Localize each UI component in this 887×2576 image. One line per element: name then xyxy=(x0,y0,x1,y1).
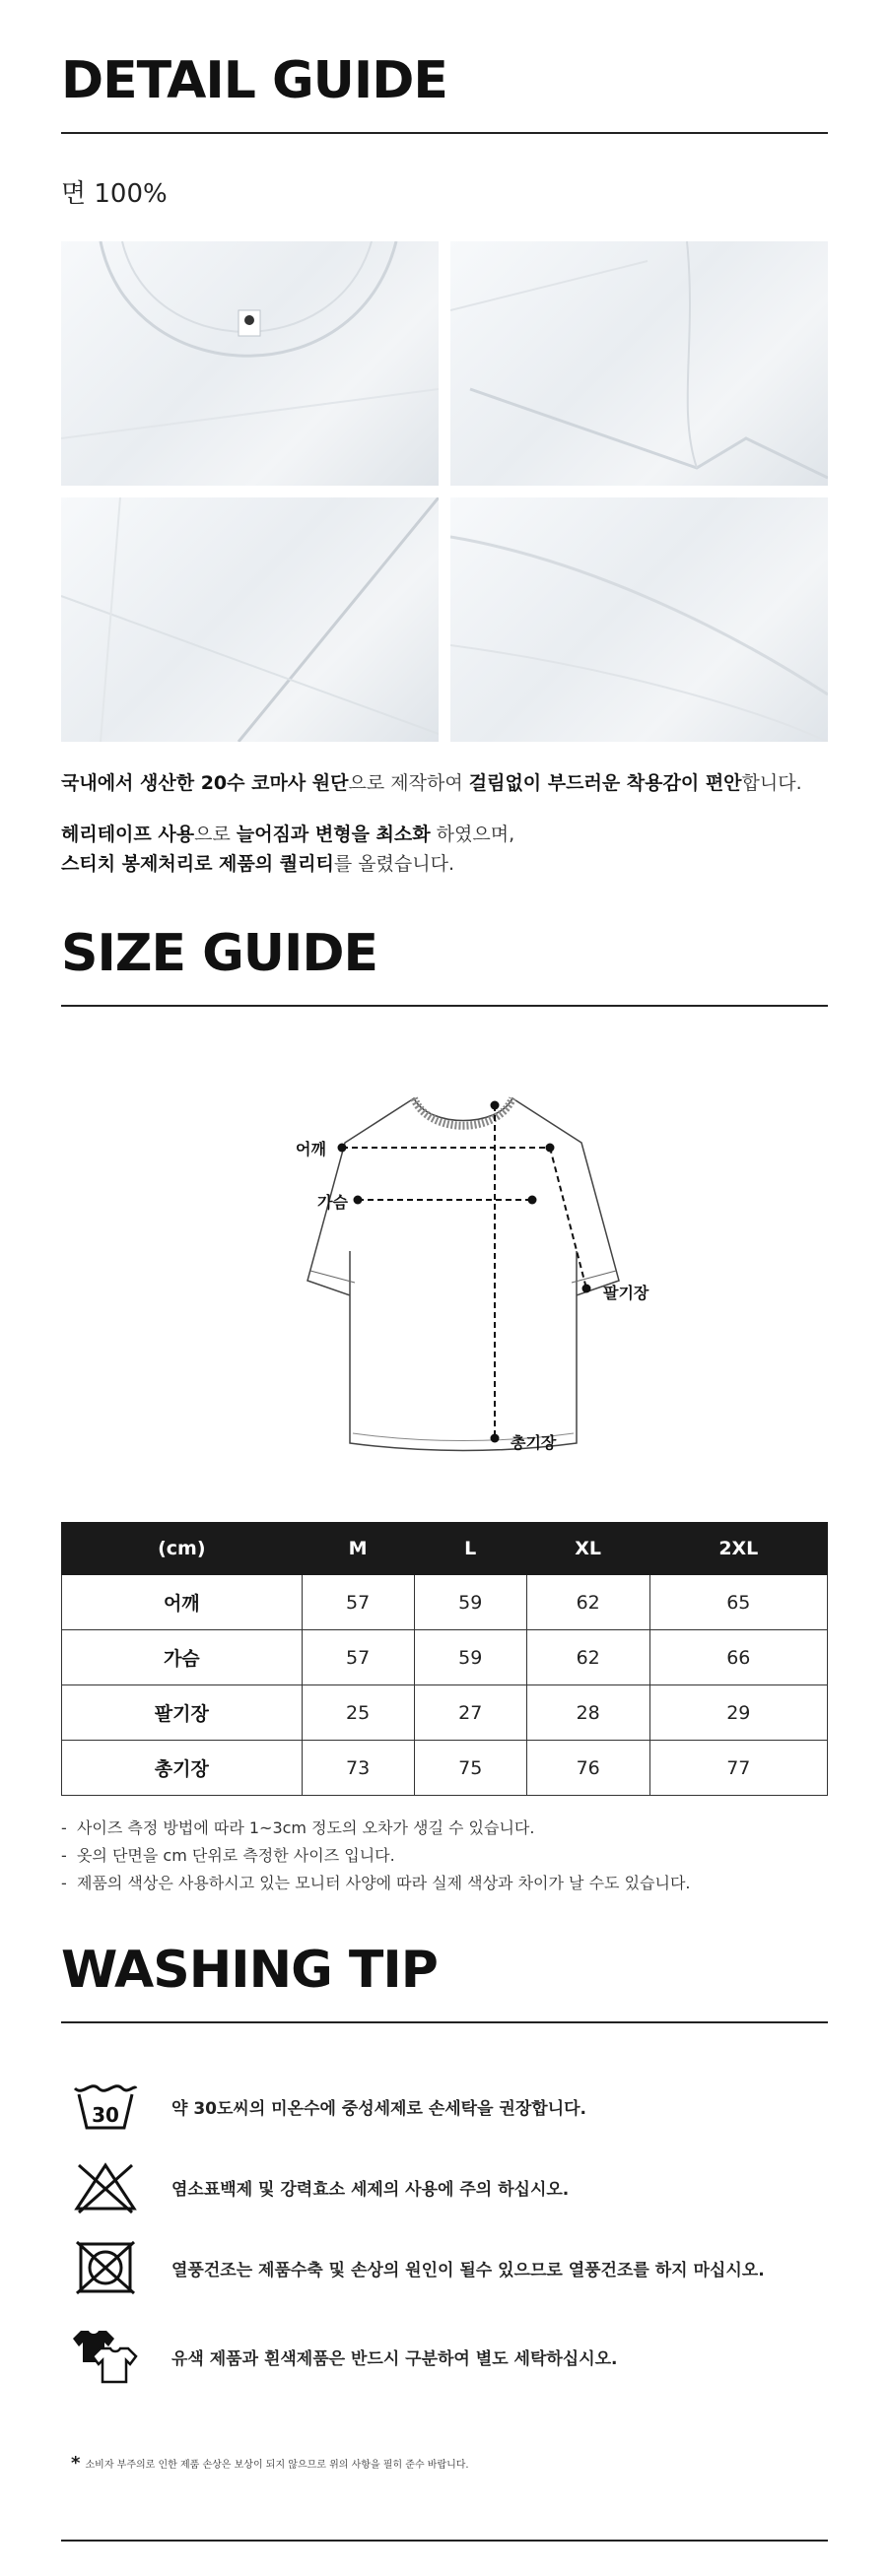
bottom-divider xyxy=(61,2540,828,2542)
no-tumble-dry-icon xyxy=(71,2238,140,2297)
table-cell: 57 xyxy=(302,1630,414,1685)
wash-temp-label: 30 xyxy=(92,2103,119,2127)
table-cell: 27 xyxy=(414,1685,526,1741)
material-label: 면 100% xyxy=(61,179,168,209)
table-row xyxy=(62,1685,828,1741)
table-cell: 62 xyxy=(526,1630,649,1685)
tip-text: 유색 제품과 흰색제품은 반드시 구분하여 별도 세탁하십시오. xyxy=(171,2348,618,2369)
detail-divider xyxy=(61,132,828,134)
no-bleach-icon xyxy=(71,2157,140,2216)
photo-hem xyxy=(61,497,439,742)
table-row xyxy=(62,1630,828,1685)
tip-no-bleach xyxy=(71,2157,569,2216)
desc-line-3: 스티치 봉제처리로 제품의 퀄리티를 올렸습니다. xyxy=(61,853,455,875)
washing-tip-title: WASHING TIP xyxy=(61,1941,438,2000)
tip-text: 열풍건조는 제품수축 및 손상의 원인이 될수 있으므로 열풍건조를 하지 마십시오. xyxy=(171,2260,765,2280)
footnote-text: 소비자 부주의로 인한 제품 손상은 보상이 되지 않으므로 위의 사항을 필히 준수 바랍니다. xyxy=(85,2460,469,2471)
row-label: 가슴 xyxy=(62,1630,303,1685)
size-guide-title: SIZE GUIDE xyxy=(61,924,378,983)
tip-text: 염소표백제 및 강력효소 세제의 사용에 주의 하십시오. xyxy=(171,2179,570,2200)
detail-description xyxy=(61,768,840,879)
table-cell: 57 xyxy=(302,1575,414,1630)
table-cell: 73 xyxy=(302,1741,414,1796)
hand-wash-30-icon xyxy=(71,2077,140,2136)
table-cell: 29 xyxy=(649,1685,827,1741)
header-m: M xyxy=(302,1523,414,1575)
photo-sleeve xyxy=(450,241,828,486)
table-row xyxy=(62,1575,828,1630)
tip-text: 약 30도씨의 미온수에 중성세제로 손세탁을 권장합니다. xyxy=(171,2098,586,2119)
label-sleeve: 팔기장 xyxy=(603,1284,649,1302)
table-cell: 66 xyxy=(649,1630,827,1685)
header-xl: XL xyxy=(526,1523,649,1575)
table-row xyxy=(62,1741,828,1796)
desc-line-2: 헤리테이프 사용으로 늘어짐과 변형을 최소화 하였으며, xyxy=(61,824,515,845)
label-chest: 가슴 xyxy=(317,1193,348,1212)
note-item: - 옷의 단면을 cm 단위로 측정한 사이즈 입니다. xyxy=(61,1846,395,1865)
table-cell: 28 xyxy=(526,1685,649,1741)
footnote xyxy=(71,2453,469,2474)
row-label: 어깨 xyxy=(62,1575,303,1630)
photo-fabric xyxy=(450,497,828,742)
table-cell: 62 xyxy=(526,1575,649,1630)
row-label: 총기장 xyxy=(62,1741,303,1796)
note-item: - 제품의 색상은 사용하시고 있는 모니터 사양에 따라 실제 색상과 차이가 날 수도 있습니다. xyxy=(61,1874,691,1892)
table-cell: 77 xyxy=(649,1741,827,1796)
table-cell: 76 xyxy=(526,1741,649,1796)
label-length: 총기장 xyxy=(511,1433,557,1452)
size-table xyxy=(61,1522,828,1796)
table-cell: 65 xyxy=(649,1575,827,1630)
tip-no-tumble-dry xyxy=(71,2238,765,2297)
header-unit: (cm) xyxy=(62,1523,303,1575)
footnote-mark: * xyxy=(71,2453,81,2474)
row-label: 팔기장 xyxy=(62,1685,303,1741)
size-table-header xyxy=(62,1523,828,1575)
washing-divider xyxy=(61,2021,828,2023)
desc-line-1: 국내에서 생산한 20수 코마사 원단으로 제작하여 걸림없이 부드러운 착용감이 편안합니다. xyxy=(61,772,802,794)
tip-hand-wash xyxy=(71,2077,586,2136)
table-cell: 25 xyxy=(302,1685,414,1741)
separate-wash-icon xyxy=(71,2327,140,2386)
table-cell: 75 xyxy=(414,1741,526,1796)
detail-guide-title: DETAIL GUIDE xyxy=(61,51,447,110)
photo-collar xyxy=(61,241,439,486)
note-item: - 사이즈 측정 방법에 따라 1~3cm 정도의 오차가 생길 수 있습니다. xyxy=(61,1818,535,1837)
label-shoulder: 어깨 xyxy=(296,1140,326,1158)
tshirt-diagram xyxy=(276,1074,650,1468)
table-cell: 59 xyxy=(414,1575,526,1630)
size-divider xyxy=(61,1005,828,1007)
header-2xl: 2XL xyxy=(649,1523,827,1575)
tip-separate-wash xyxy=(71,2327,618,2386)
table-cell: 59 xyxy=(414,1630,526,1685)
size-notes xyxy=(61,1815,691,1897)
header-l: L xyxy=(414,1523,526,1575)
